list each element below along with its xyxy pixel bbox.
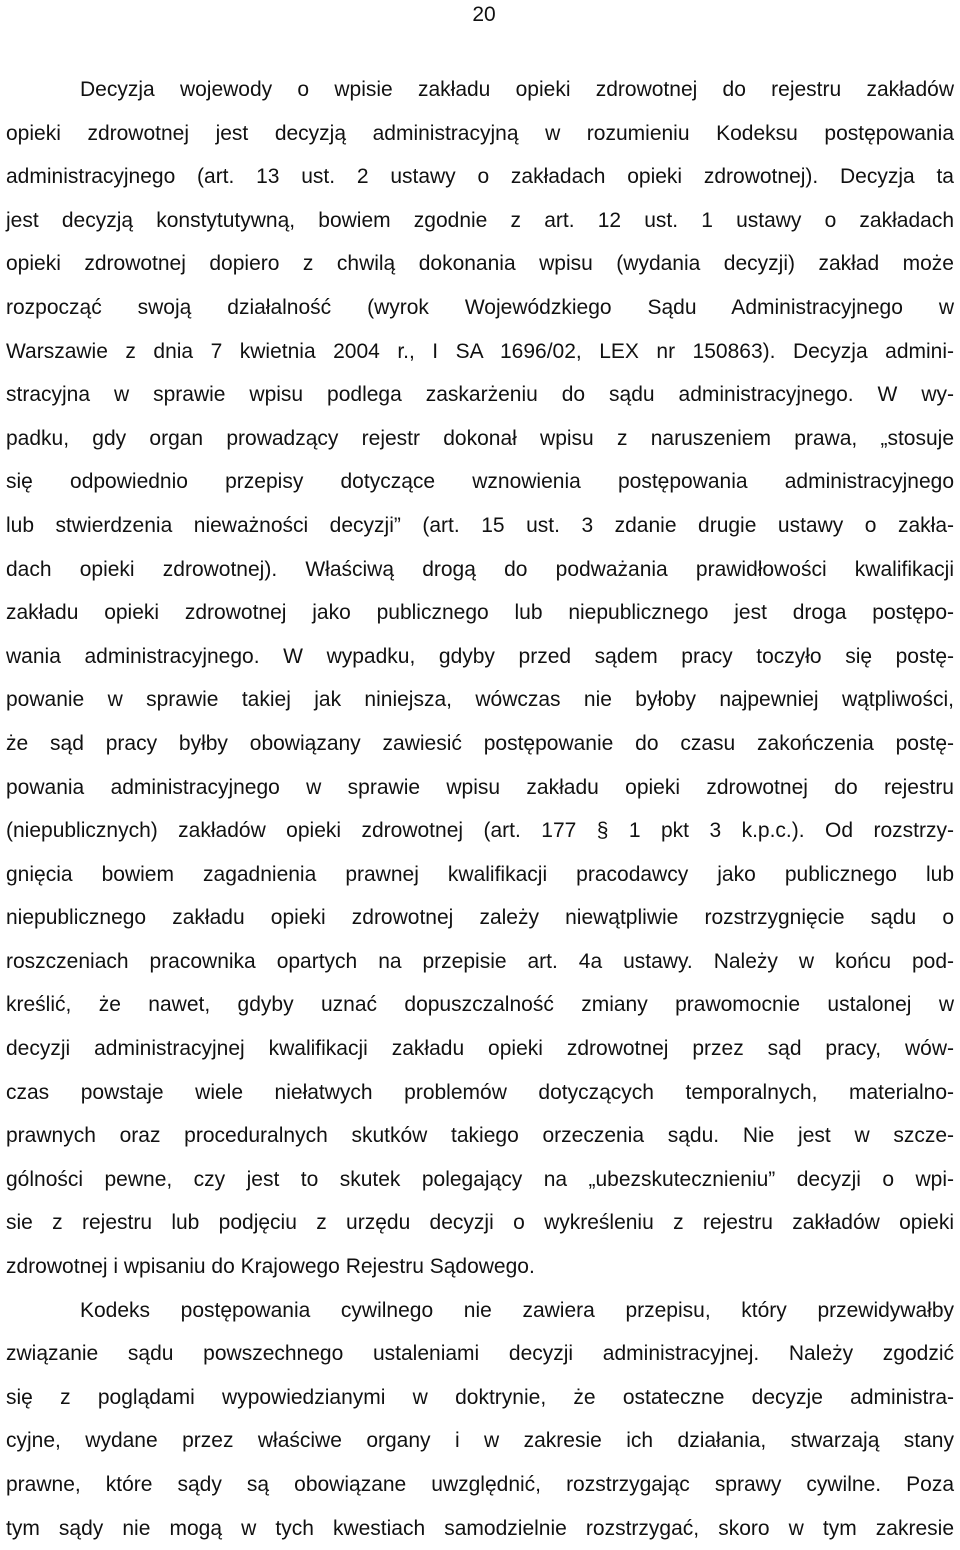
paragraph-1	[6, 68, 954, 1289]
text-line: gólności pewne, czy jest to skutek polegający na „ubezskutecznieniu” decyzji o wpi-	[6, 1167, 954, 1191]
text-line: padku, gdy organ prowadzący rejestr dokonał wpisu z naruszeniem prawa, „stosuje	[6, 426, 954, 450]
text-line: wania administracyjnego. W wypadku, gdyby przed sądem pracy toczyło się postę-	[6, 644, 954, 668]
text-line: lub stwierdzenia nieważności decyzji” (art. 15 ust. 3 zdanie drugie ustawy o zakła-	[6, 513, 954, 537]
text-line: prawne, które sądy są obowiązane uwzględnić, rozstrzygając sprawy cywilne. Poza	[6, 1473, 954, 1496]
text-line: stracyjna w sprawie wpisu podlega zaskarżeniu do sądu administracyjnego. W wy-	[6, 383, 954, 407]
text-line: roszczeniach pracownika opartych na przepisie art. 4a ustawy. Należy w końcu pod-	[6, 949, 954, 973]
document-body	[6, 68, 954, 1550]
text-line: niepublicznego zakładu opieki zdrowotnej zależy niewątpliwie rozstrzygnięcie sądu o	[6, 906, 954, 930]
text-line: dach opieki zdrowotnej). Właściwą drogą do podważania prawidłowości kwalifikacji	[6, 557, 954, 581]
text-line: prawnych oraz proceduralnych skutków takiego orzeczenia sądu. Nie jest w szcze-	[6, 1124, 954, 1148]
text-line: rozpocząć swoją działalność (wyrok Wojewódzkiego Sądu Administracyjnego w	[6, 295, 954, 319]
text-line: Warszawie z dnia 7 kwietnia 2004 r., I SA 1696/02, LEX nr 150863). Decyzja admini-	[6, 339, 954, 363]
text-line: się odpowiednio przepisy dotyczące wznowienia postępowania administracyjnego	[6, 470, 954, 494]
text-line: zakładu opieki zdrowotnej jako publicznego lub niepublicznego jest droga postępo-	[6, 601, 954, 625]
text-line: że sąd pracy byłby obowiązany zawiesić postępowanie do czasu zakończenia postę-	[6, 731, 954, 755]
text-line: powanie w sprawie takiej jak niniejsza, wówczas nie byłoby najpewniej wątpliwości,	[6, 688, 954, 712]
text-line: czas powstaje wiele niełatwych problemów dotyczących temporalnych, materialno-	[6, 1080, 954, 1104]
text-line: sie z rejestru lub podjęciu z urzędu decyzji o wykreśleniu z rejestru zakładów opieki	[6, 1211, 954, 1235]
text-line: kreślić, że nawet, gdyby uznać dopuszczalność zmiany prawomocnie ustalonej w	[6, 993, 954, 1017]
text-line: się z poglądami wypowiedzianymi w doktrynie, że ostateczne decyzje administra-	[6, 1385, 954, 1409]
text-line: administracyjnego (art. 13 ust. 2 ustawy o zakładach opieki zdrowotnej). Decyzja ta	[6, 165, 954, 189]
text-line: jest decyzją konstytutywną, bowiem zgodnie z art. 12 ust. 1 ustawy o zakładach	[6, 208, 954, 232]
text-line: cyjne, wydane przez właściwe organy i w zakresie ich działania, stwarzają stany	[6, 1429, 954, 1453]
text-line: powania administracyjnego w sprawie wpisu zakładu opieki zdrowotnej do rejestru	[6, 775, 954, 799]
text-line: decyzji administracyjnej kwalifikacji zakładu opieki zdrowotnej przez sąd pracy, wów-	[6, 1037, 954, 1061]
text-line: związanie sądu powszechnego ustaleniami decyzji administracyjnej. Należy zgodzić	[6, 1342, 954, 1366]
text-line: tym sądy nie mogą w tych kwestiach samodzielnie rozstrzygać, skoro w tym zakresie	[6, 1516, 954, 1540]
paragraph-2	[6, 1289, 954, 1550]
text-line: (niepublicznych) zakładów opieki zdrowotnej (art. 177 § 1 pkt 3 k.p.c.). Od rozstrzy-	[6, 819, 954, 843]
text-line: gnięcia bowiem zagadnienia prawnej kwalifikacji pracodawcy jako publicznego lub	[6, 862, 954, 886]
text-line: Decyzja wojewody o wpisie zakładu opieki zdrowotnej do rejestru zakładów	[80, 78, 954, 101]
page-number: 20	[472, 3, 496, 26]
text-line: opieki zdrowotnej jest decyzją administracyjną w rozumieniu Kodeksu postępowania	[6, 121, 954, 145]
text-line: opieki zdrowotnej dopiero z chwilą dokonania wpisu (wydania decyzji) zakład może	[6, 252, 954, 276]
text-line: Kodeks postępowania cywilnego nie zawiera przepisu, który przewidywałby	[80, 1298, 954, 1322]
text-line: zdrowotnej i wpisaniu do Krajowego Rejestru Sądowego.	[6, 1255, 535, 1279]
